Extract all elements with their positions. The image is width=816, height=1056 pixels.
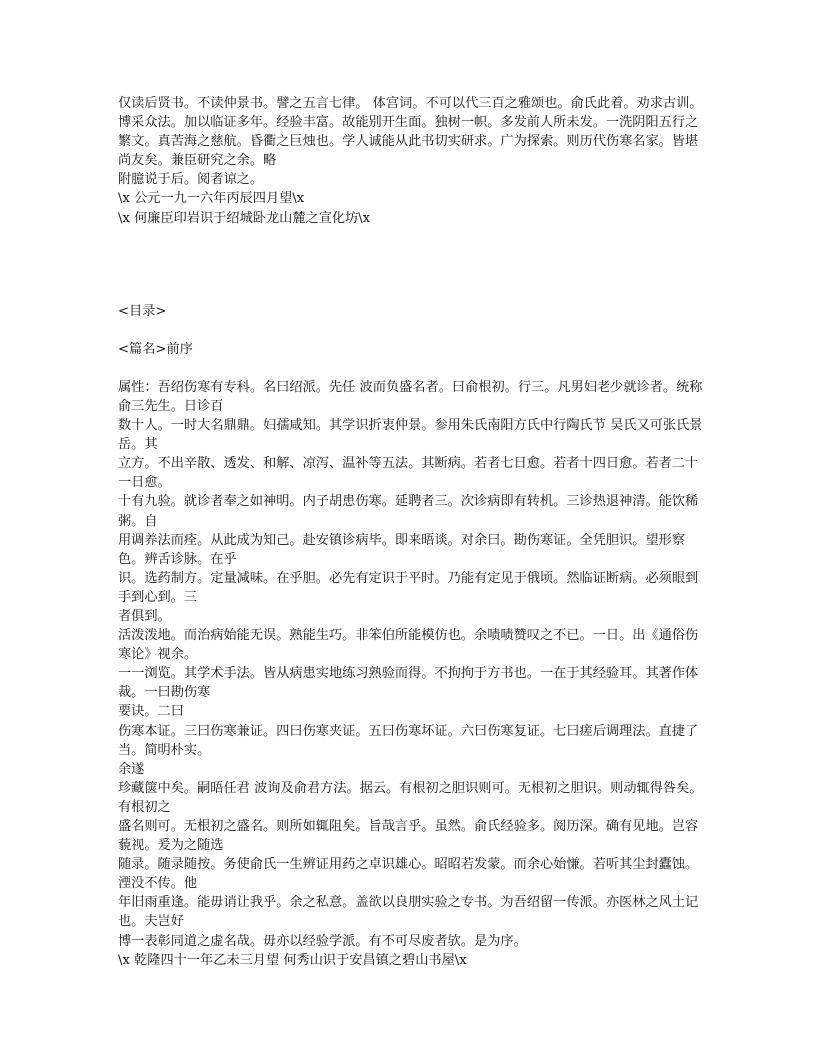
text-line: 用调养法而痊。从此成为知己。赴安镇诊病毕。即来晤谈。对余曰。勘伤寒证。全凭胆识。望形察色。辨舌诊脉。在乎 xyxy=(118,532,686,567)
text-line: 属性：吾绍伤寒有专科。名曰绍派。先任 波而负盛名者。曰俞根初。行三。凡男妇老少就诊者。统称俞三先生。日诊百 xyxy=(118,379,703,414)
text-line: 者俱到。 xyxy=(118,608,171,624)
spacer xyxy=(118,359,704,378)
document-page xyxy=(118,94,704,970)
text-line: 珍藏箧中矣。嗣晤任君 波询及俞君方法。据云。有根初之胆识则可。无根初之胆识。则动辄得咎矣。有根初之 xyxy=(118,780,703,815)
preface-continued xyxy=(118,94,704,228)
text-line: 随录。随录随按。务使俞氏一生辨证用药之卓识雄心。昭昭若发蒙。而余心始慊。若听其尘封蠹蚀。湮没不传。他 xyxy=(118,857,699,892)
text-line: 一一浏览。其学术手法。皆从病患实地练习熟验而得。不拘拘于方书也。一在于其经验耳。其著作体裁。一曰勘伤寒 xyxy=(118,666,699,701)
text-line: 盛名则可。无根初之盛名。则所如辄阻矣。旨哉言乎。虽然。俞氏经验多。阅历深。确有见地。岂容藐视。爰为之随选 xyxy=(118,819,699,854)
preface-body xyxy=(118,378,704,970)
text-line: 博一表彰同道之虚名哉。毋亦以经验学派。有不可尽废者欤。是为序。 xyxy=(118,933,527,949)
text-line: 识。选药制方。定量减味。在乎胆。必先有定识于平时。乃能有定见于俄顷。然临证断病。必须眼到手到心到。三 xyxy=(118,570,699,605)
text-line: 伤寒本证。三曰伤寒兼证。四曰伤寒夹证。五曰伤寒坏证。六曰伤寒复证。七曰瘥后调理法。直捷了当。简明朴实。 xyxy=(118,723,699,758)
text-line: 要诀。二曰 xyxy=(118,704,184,720)
text-line: 附臆说于后。阅者谅之。 xyxy=(118,172,264,188)
toc-heading: <目录> xyxy=(118,303,167,319)
signature-line: \x 何廉臣印岩识于绍城卧龙山麓之宣化坊\x xyxy=(118,210,371,226)
text-line: 十有九验。就诊者奉之如神明。内子胡患伤寒。延聘者三。次诊病即有转机。三诊热退神清。能饮稀粥。自 xyxy=(118,494,699,529)
text-line: 余遂 xyxy=(118,761,145,777)
spacer xyxy=(118,228,704,302)
signature-line: \x 乾隆四十一年乙未三月望 何秀山识于安昌镇之碧山书屋\x xyxy=(118,952,467,968)
text-line: 立方。不出辛散、透发、和解、凉泻、温补等五法。其断病。若者七日愈。若者十四日愈。若者二十一日愈。 xyxy=(118,456,699,491)
date-line: \x 公元一九一六年丙辰四月望\x xyxy=(118,191,305,207)
text-line: 年旧雨重逢。能毋诮让我乎。余之私意。盖欲以良朋实验之专书。为吾绍留一传派。亦医林之风土记也。夫岂好 xyxy=(118,895,699,930)
text-line: 数十人。一时大名鼎鼎。妇孺咸知。其学识折衷仲景。参用朱氏南阳方氏中行陶氏节 吴氏又可张氏景岳。其 xyxy=(118,418,703,453)
spacer xyxy=(118,321,704,340)
text-line: 活泼泼地。而治病始能无误。熟能生巧。非笨伯所能模仿也。余啧啧赞叹之不已。一日。出《通俗伤寒论》视余。 xyxy=(118,628,699,663)
text-line: 仅读后贤书。不读仲景书。譬之五言七律。 体宫词。不可以代三百之雅颂也。俞氏此着。劝求古训。博采众法。加以临证多年。经验丰富。故能别开生面。独树一帜。多发前人所未发。一洗阴阳五行之繁文。真苦海之慈航。昏衢之巨烛也。学人诚能从此书切实研求。广为探索。则历代伤寒名家。皆堪尚友矣。兼臣研究之余。略 xyxy=(118,96,703,169)
section-heading: <篇名>前序 xyxy=(118,341,193,357)
